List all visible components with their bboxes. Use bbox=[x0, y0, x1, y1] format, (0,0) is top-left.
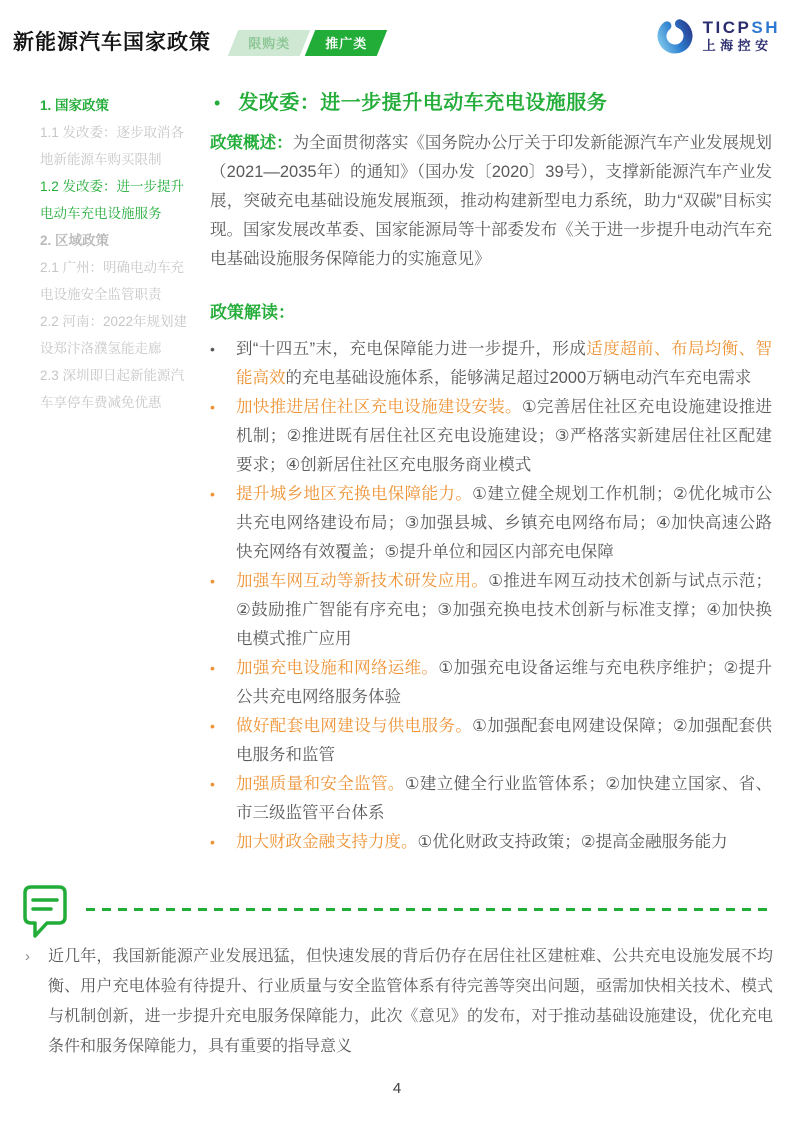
sidebar-item[interactable]: 2.2 河南：2022年规划建设郑汴洛濮氢能走廊 bbox=[40, 314, 188, 356]
page-number: 4 bbox=[392, 1080, 402, 1097]
bullet-text: 到“十四五”末，充电保障能力进一步提升，形成适度超前、布局均衡、智能高效的充电基础设施体系，能够满足超过2000万辆电动汽车充电需求 bbox=[236, 340, 772, 387]
bullet-text: 加强质量和安全监管。①建立健全行业监管体系；②加快建立国家、省、市三级监管平台体系 bbox=[236, 775, 772, 822]
bullet-text: 加强充电设施和网络运维。①加强充电设备运维与充电秩序维护；②提升公共充电网络服务体验 bbox=[236, 659, 772, 706]
logo-en: TICPSH bbox=[702, 17, 780, 37]
interpretation-item bbox=[210, 712, 772, 770]
sidebar-item[interactable]: 1.1 发改委：逐步取消各地新能源车购买限制 bbox=[40, 125, 185, 167]
page-title: 发改委：进一步提升电动车充电设施服务 bbox=[238, 92, 608, 114]
tag-inactive[interactable] bbox=[228, 30, 311, 56]
sidebar-item[interactable]: 1.2 发改委：进一步提升电动车充电设施服务 bbox=[40, 179, 185, 221]
category-tags bbox=[233, 30, 387, 56]
bullet-text: 加强车网互动等新技术研发应用。①推进车网互动技术创新与试点示范；②鼓励推广智能有序充电；③加强充换电技术创新与标准支撑；④加快换电模式推广应用 bbox=[236, 572, 773, 648]
interpretation-item bbox=[210, 828, 772, 857]
logo-text bbox=[703, 18, 780, 54]
logo-cn: 上海控安 bbox=[702, 38, 773, 54]
logo-en-accent: SH bbox=[751, 17, 780, 37]
tag-active[interactable] bbox=[305, 30, 388, 56]
overview-text: 为全面贯彻落实《国务院办公厅关于印发新能源汽车产业发展规划（2021—2035年）的通知》（国办发〔2020〕39号），支撑新能源汽车产业发展，突破充电基础设施发展瓶颈，推动构建新型电力系统，助力“双碳”目标实现。国家发展改革委、国家能源局等十部委发布《关于进一步提升电动汽车充电基础设施服务保障能力的实施意见》 bbox=[210, 134, 773, 268]
sidebar-item[interactable]: 2.1 广州：明确电动车充电设施安全监管职责 bbox=[40, 260, 185, 302]
overview-label: 政策概述： bbox=[210, 134, 293, 152]
bullet-marker-icon: • bbox=[210, 834, 215, 850]
company-logo bbox=[655, 16, 780, 56]
bullet-text: 加大财政金融支持力度。①优化财政支持政策；②提高金融服务能力 bbox=[236, 833, 728, 851]
interpretation-list bbox=[210, 335, 772, 857]
heading-bullet-icon: • bbox=[214, 93, 221, 113]
interpretation-item bbox=[210, 770, 772, 828]
dashed-divider bbox=[86, 908, 770, 911]
document-title: 新能源汽车国家政策 bbox=[13, 31, 211, 54]
main-content bbox=[210, 86, 772, 857]
sidebar-item[interactable]: 2.3 深圳即日起新能源汽车享停车费减免优惠 bbox=[40, 368, 185, 410]
comment-icon bbox=[22, 884, 68, 942]
sidebar-item[interactable]: 1. 国家政策 bbox=[40, 98, 110, 113]
bullet-marker-icon: • bbox=[210, 660, 215, 676]
policy-overview bbox=[210, 129, 772, 274]
tag-label: 推广类 bbox=[325, 36, 368, 51]
sidebar-item[interactable]: 2. 区域政策 bbox=[40, 233, 110, 248]
interpretation-item bbox=[210, 480, 772, 567]
interpretation-item bbox=[210, 335, 772, 393]
tag-label: 限购类 bbox=[248, 36, 291, 51]
logo-swirl-icon bbox=[655, 16, 695, 56]
interpretation-item bbox=[210, 654, 772, 712]
section-heading bbox=[210, 86, 772, 115]
bullet-marker-icon: • bbox=[210, 486, 215, 502]
interpretation-label: 政策解读： bbox=[210, 303, 295, 322]
note-paragraph bbox=[25, 942, 773, 1062]
sidebar-nav bbox=[40, 92, 192, 416]
bullet-marker-icon: • bbox=[210, 341, 215, 357]
bullet-marker-icon: • bbox=[210, 573, 215, 589]
bullet-marker-icon: • bbox=[210, 399, 215, 415]
bullet-text: 加快推进居住社区充电设施建设安装。①完善居住社区充电设施建设推进机制；②推进既有居住社区充电设施建设；③严格落实新建居住社区配建要求；④创新居住社区充电服务商业模式 bbox=[236, 398, 773, 474]
interpretation-item bbox=[210, 393, 772, 480]
interpretation-item bbox=[210, 567, 772, 654]
bullet-text: 提升城乡地区充换电保障能力。①建立健全规划工作机制；②优化城市公共充电网络建设布局；③加强县城、乡镇充电网络布局；④加快高速公路快充网络有效覆盖；⑤提升单位和园区内部充电保障 bbox=[236, 485, 772, 561]
note-chevron-icon: › bbox=[25, 948, 30, 965]
note-text: 近几年，我国新能源产业发展迅猛，但快速发展的背后仍存在居住社区建桩难、公共充电设施发展不均衡、用户充电体验有待提升、行业质量与安全监管体系有待完善等突出问题，亟需加快相关技术、模式与机制创新，进一步提升充电服务保障能力，此次《意见》的发布，对于推动基础设施建设，优化充电条件和服务保障能力，具有重要的指导意义 bbox=[48, 948, 773, 1055]
bullet-text: 做好配套电网建设与供电服务。①加强配套电网建设保障；②加强配套供电服务和监管 bbox=[236, 717, 772, 764]
bullet-marker-icon: • bbox=[210, 718, 215, 734]
bullet-marker-icon: • bbox=[210, 776, 215, 792]
